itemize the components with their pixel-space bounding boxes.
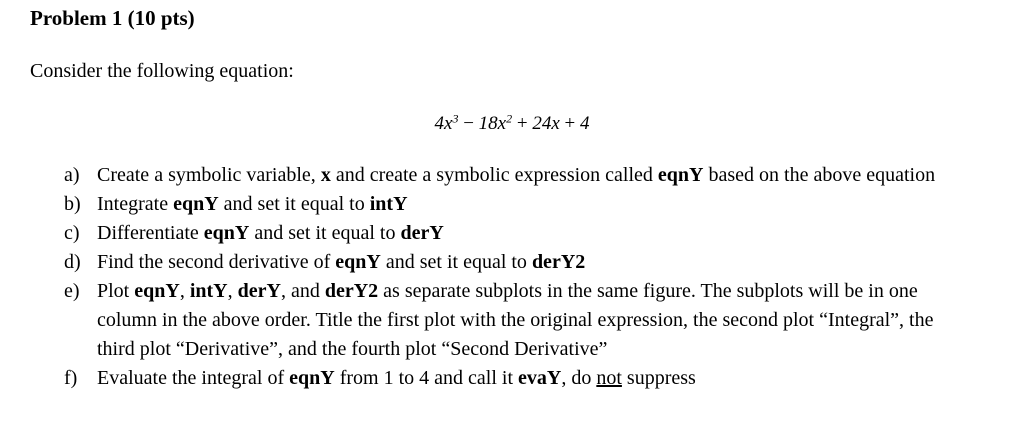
var-intY: intY (369, 193, 408, 215)
var-evaY: evaY (518, 367, 562, 389)
part-d: d) Find the second derivative of eqnY and set it equal to derY2 (64, 248, 964, 277)
var-eqnY: eqnY (134, 280, 180, 302)
eq-term-3: 24x (532, 113, 560, 134)
underlined-not: not (596, 367, 622, 389)
var-derY2: derY2 (531, 251, 586, 273)
var-eqnY: eqnY (173, 193, 219, 215)
part-c: c) Differentiate eqnY and set it equal to derY (64, 219, 964, 248)
var-eqnY: eqnY (203, 222, 250, 244)
part-label: b) (64, 193, 81, 215)
problem-title: Problem 1 (10 pts) (30, 6, 195, 30)
var-intY: intY (189, 280, 228, 302)
var-eqnY: eqnY (657, 164, 704, 186)
part-label: f) (64, 367, 78, 389)
eq-term-2: $18x^2$ (478, 111, 513, 134)
eq-term-4: 4 (579, 113, 590, 134)
var-eqnY: eqnY (289, 367, 335, 389)
part-label: a) (64, 164, 80, 186)
eq-op-plus: + (516, 113, 528, 134)
eq-op-minus: − (463, 113, 474, 134)
part-label: d) (64, 251, 81, 273)
var-x: x (320, 164, 331, 186)
eq-term-1: $4x^3$ (434, 111, 459, 134)
eq-op-plus: + (564, 113, 576, 134)
part-label: e) (64, 280, 80, 302)
var-derY2: derY2 (324, 280, 379, 302)
equation (0, 113, 1024, 135)
var-eqnY: eqnY (335, 251, 381, 273)
problem-intro: Consider the following equation: (30, 60, 294, 82)
problem-parts-list (64, 161, 964, 393)
var-derY: derY (237, 280, 281, 302)
part-b: b) Integrate eqnY and set it equal to intY (64, 190, 964, 219)
var-derY: derY (400, 222, 444, 244)
part-label: c) (64, 222, 80, 244)
part-e: e) Plot eqnY, intY, derY, and derY2 as separate subplots in the same figure. The subplots will be in one column in the above order. Title the first plot with the original expression, the second plot “Integral”, the third plot “Derivative”, and the fourth plot “Second Derivative” (64, 277, 964, 364)
part-a: a) Create a symbolic variable, x and create a symbolic expression called eqnY based on the above equation (64, 161, 964, 190)
part-f: f) Evaluate the integral of eqnY from 1 to 4 and call it evaY, do not suppress (64, 364, 964, 393)
